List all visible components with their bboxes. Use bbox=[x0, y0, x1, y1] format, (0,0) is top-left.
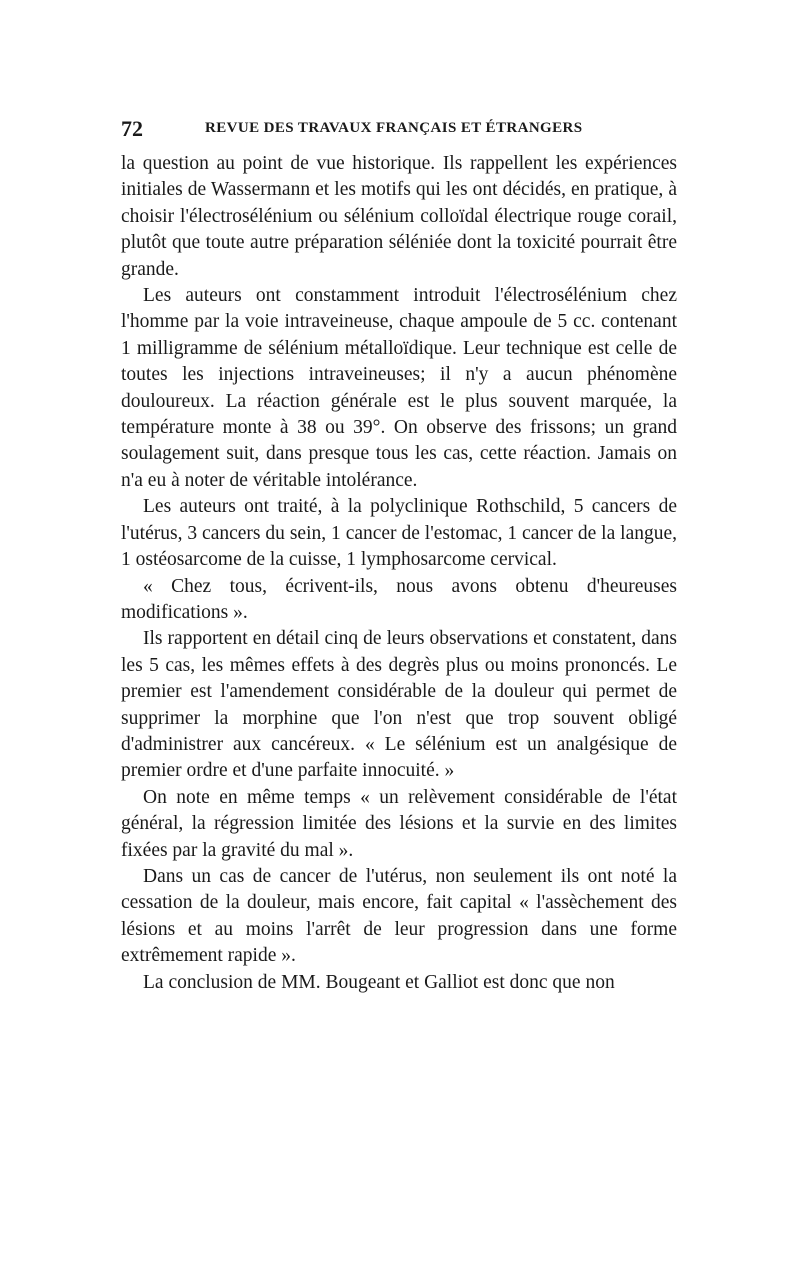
paragraph: la question au point de vue historique. Ils rappellent les expériences initiales de Wassermann et les motifs qui les ont décidés, en pratique, à choisir l'électrosélénium ou sélénium colloïdal électrique rouge corail, plutôt que toute autre préparation séléniée dont la toxicité pourrait être grande. bbox=[121, 153, 677, 280]
paragraph: On note en même temps « un relèvement considérable de l'état général, la régression limitée des lésions et la survie en des limites fixées par la gravité du mal ». bbox=[121, 786, 677, 861]
page-number: 72 bbox=[121, 116, 143, 141]
paragraph: Les auteurs ont constamment introduit l'électrosélénium chez l'homme par la voie intraveineuse, chaque ampoule de 5 cc. contenant 1 milligramme de sélénium métalloïdique. Leur technique est celle de toutes les injections intraveineuses; il n'y a aucun phénomène douloureux. La réaction générale est le plus souvent marquée, la température monte à 38 ou 39°. On observe des frissons; un grand soulagement suit, dans presque tous les cas, cette réaction. Jamais on n'a eu à noter de véritable intolérance. bbox=[121, 285, 677, 491]
paragraph: Dans un cas de cancer de l'utérus, non seulement ils ont noté la cessation de la douleur, mais encore, fait capital « l'assèchement des lésions et au moins l'arrêt de leur progression dans une forme extrêmement rapide ». bbox=[121, 865, 677, 967]
body-text bbox=[121, 151, 677, 996]
running-title: REVUE DES TRAVAUX FRANÇAIS ET ÉTRANGERS bbox=[205, 120, 583, 136]
paragraph: « Chez tous, écrivent-ils, nous avons obtenu d'heureuses modifications ». bbox=[121, 575, 677, 623]
paragraph: La conclusion de MM. Bougeant et Galliot est donc que non bbox=[143, 971, 615, 993]
paragraph: Les auteurs ont traité, à la polyclinique Rothschild, 5 cancers de l'utérus, 3 cancers du sein, 1 cancer de l'estomac, 1 cancer de la langue, 1 ostéosarcome de la cuisse, 1 lymphosarcome cervical. bbox=[121, 496, 677, 571]
paragraph: Ils rapportent en détail cinq de leurs observations et constatent, dans les 5 cas, les mêmes effets à des degrès plus ou moins prononcés. Le premier est l'amendement considérable de la douleur qui permet de supprimer la morphine que l'on n'est que trop souvent obligé d'administrer aux cancéreux. « Le sélénium est un analgésique de premier ordre et d'une parfaite innocuité. » bbox=[121, 628, 677, 782]
page-header bbox=[121, 116, 681, 146]
